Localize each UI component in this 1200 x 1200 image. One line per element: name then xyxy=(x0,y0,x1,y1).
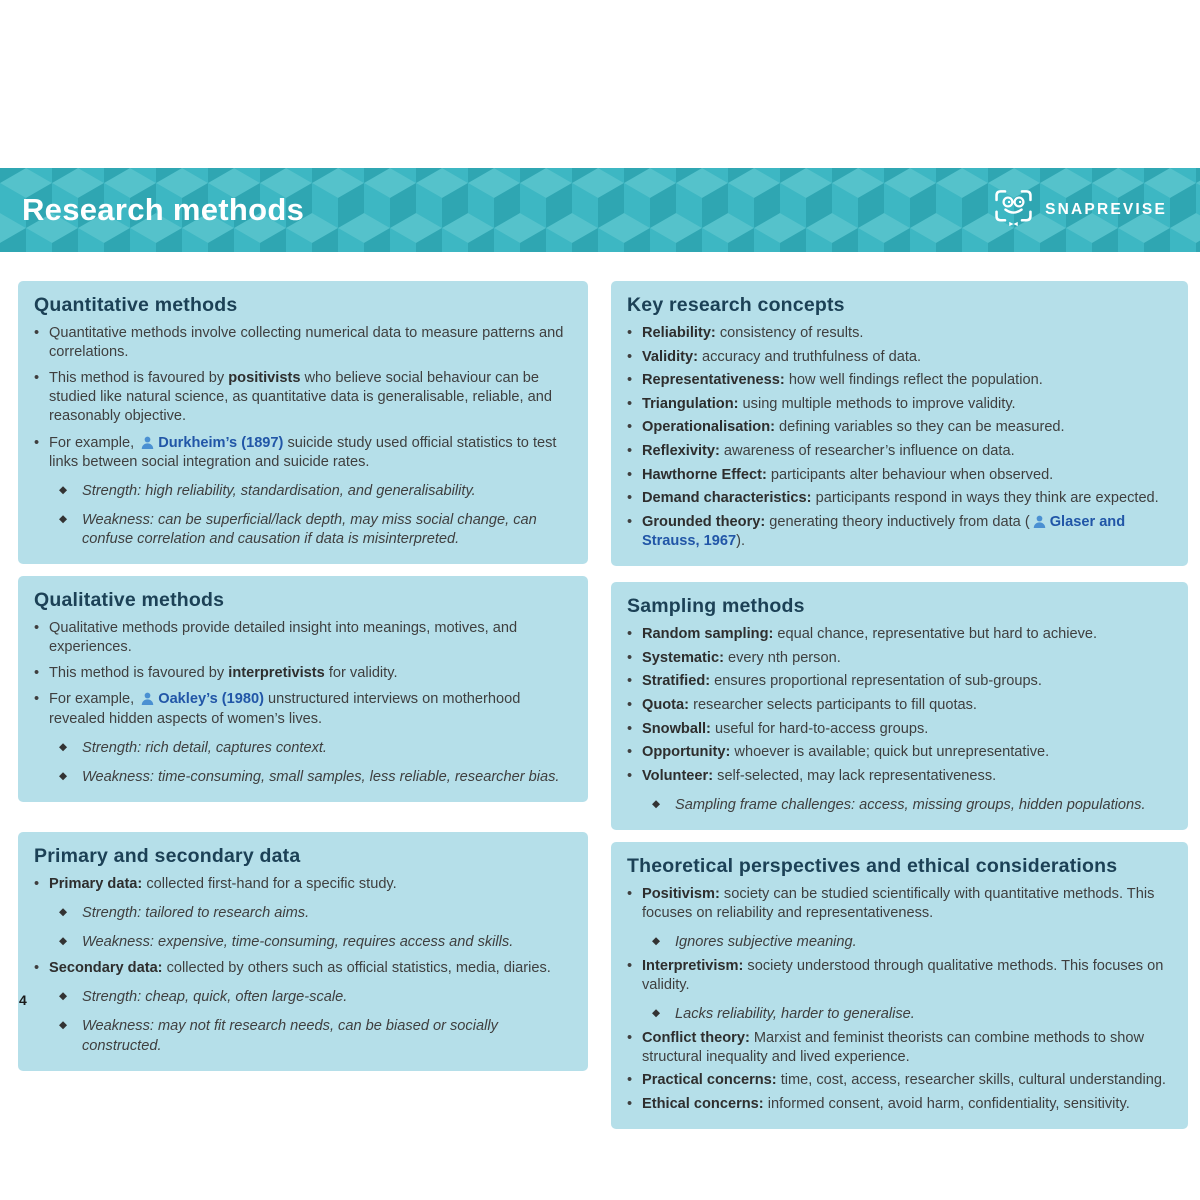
bullet-marker: • xyxy=(627,720,633,737)
bullet-marker: • xyxy=(34,370,40,387)
bullet-item xyxy=(34,324,572,362)
text-segment: self-selected, may lack representativeness. xyxy=(713,767,997,784)
text-segment: participants respond in ways they think are expected. xyxy=(811,490,1159,507)
bullet-marker: • xyxy=(627,490,633,507)
card-primary-and-secondary-data xyxy=(18,832,588,1071)
bullet-marker: • xyxy=(627,696,633,713)
text-segment: informed consent, avoid harm, confidentiality, sensitivity. xyxy=(763,1095,1130,1112)
text-segment: Weakness: time-consuming, small samples, less reliable, researcher bias. xyxy=(82,768,560,785)
text-segment: Validity: xyxy=(642,348,698,365)
item-text xyxy=(49,664,398,683)
item-text xyxy=(49,875,397,894)
snaprevise-face-icon xyxy=(993,188,1034,232)
bullet-item xyxy=(627,442,1172,461)
bullet-marker: • xyxy=(627,443,633,460)
bullet-item xyxy=(627,885,1172,923)
text-segment: Lacks reliability, harder to generalise. xyxy=(675,1006,915,1023)
bullet-marker: • xyxy=(627,395,633,412)
diamond-marker: ◆ xyxy=(59,483,68,496)
bullet-item xyxy=(627,625,1172,644)
text-segment: how well findings reflect the population. xyxy=(784,372,1043,389)
bullet-item xyxy=(627,1095,1172,1114)
bullet-marker: • xyxy=(34,434,40,451)
text-segment: Marxist and feminist theorists can combine methods to show structural inequality and lived experience. xyxy=(642,1029,1145,1065)
item-text xyxy=(642,696,977,715)
text-segment: Quota: xyxy=(642,696,690,713)
bullet-item xyxy=(627,466,1172,485)
item-text xyxy=(642,649,841,668)
diamond-marker: ◆ xyxy=(59,935,68,948)
bullet-marker: • xyxy=(627,1029,633,1046)
item-text xyxy=(642,957,1172,995)
item-text xyxy=(642,371,1043,390)
sub-point xyxy=(652,1005,1172,1024)
text-segment: This method is favoured by xyxy=(49,665,229,682)
text-segment: Hawthorne Effect: xyxy=(642,466,767,483)
brand-logo xyxy=(993,188,1167,232)
bullet-marker: • xyxy=(627,767,633,784)
item-text xyxy=(642,1071,1166,1090)
text-segment: defining variables so they can be measured. xyxy=(774,419,1065,436)
item-text xyxy=(82,904,309,923)
bullet-marker: • xyxy=(627,1072,633,1089)
item-text xyxy=(82,511,572,549)
card-items xyxy=(34,619,572,787)
reference-link[interactable]: Glaser and Strauss, 1967 xyxy=(642,513,1126,549)
item-text xyxy=(642,466,1053,485)
text-segment: Grounded theory: xyxy=(642,513,766,530)
sub-point xyxy=(652,796,1172,815)
item-text xyxy=(82,482,476,501)
text-segment: Positivism: xyxy=(642,885,720,902)
text-segment: This method is favoured by xyxy=(49,370,229,387)
item-text xyxy=(642,720,928,739)
item-text xyxy=(675,1005,915,1024)
text-segment: Reflexivity: xyxy=(642,443,720,460)
item-text xyxy=(49,690,572,728)
text-segment: Random sampling: xyxy=(642,626,774,643)
card-quantitative-methods xyxy=(18,281,588,564)
bullet-marker: • xyxy=(627,372,633,389)
text-segment: Practical concerns: xyxy=(642,1072,777,1089)
bullet-item xyxy=(627,720,1172,739)
diamond-marker: ◆ xyxy=(59,990,68,1003)
text-segment: Strength: tailored to research aims. xyxy=(82,904,310,921)
bullet-item xyxy=(627,767,1172,786)
bullet-item xyxy=(627,348,1172,367)
card-theoretical-perspectives xyxy=(611,842,1188,1129)
bullet-marker: • xyxy=(627,649,633,666)
text-segment: Strength: rich detail, captures context. xyxy=(82,739,327,756)
page-number: 4 xyxy=(19,992,27,1008)
bullet-marker: • xyxy=(627,466,633,483)
text-segment: collected by others such as official statistics, media, diaries. xyxy=(162,960,551,977)
reference-link[interactable]: Oakley’s (1980) xyxy=(158,691,264,708)
item-text xyxy=(642,324,863,343)
card-items xyxy=(34,324,572,549)
text-segment: ). xyxy=(736,532,746,549)
left-column xyxy=(18,281,588,1129)
item-text xyxy=(642,1095,1130,1114)
text-segment: consistency of results. xyxy=(715,325,864,341)
text-segment: Triangulation: xyxy=(642,395,739,412)
item-text xyxy=(642,625,1097,644)
bullet-marker: • xyxy=(627,673,633,690)
bullet-item xyxy=(627,395,1172,414)
text-segment: unstructured interviews on motherhood revealed hidden aspects of women’s lives. xyxy=(49,691,521,727)
text-segment: Snowball: xyxy=(642,720,711,737)
text-segment: Reliability: xyxy=(642,325,716,341)
bullet-item xyxy=(627,957,1172,995)
text-segment: every nth person. xyxy=(723,649,841,666)
header-banner xyxy=(0,168,1200,252)
bullet-item xyxy=(627,743,1172,762)
text-segment: Weakness: can be superficial/lack depth, may miss social change, can confuse correlation and causation if data is misinterpreted. xyxy=(82,511,537,547)
sub-point xyxy=(59,482,572,501)
sub-point xyxy=(59,739,572,758)
bullet-marker: • xyxy=(627,626,633,643)
item-text xyxy=(49,369,572,426)
text-segment: Systematic: xyxy=(642,649,724,666)
text-segment: Secondary data: xyxy=(49,960,163,977)
text-segment: interpretivists xyxy=(228,665,325,682)
card-key-research-concepts xyxy=(611,281,1188,566)
person-icon xyxy=(138,435,158,451)
text-segment: accuracy and truthfulness of data. xyxy=(697,348,922,365)
bullet-item xyxy=(627,1029,1172,1067)
bullet-item xyxy=(627,489,1172,508)
card-title: Theoretical perspectives and ethical considerations xyxy=(627,854,1118,877)
sub-point xyxy=(59,904,572,923)
diamond-marker: ◆ xyxy=(59,769,68,782)
text-segment: equal chance, representative but hard to achieve. xyxy=(773,626,1098,643)
bullet-item xyxy=(627,371,1172,390)
bullet-item xyxy=(34,369,572,426)
card-title: Quantitative methods xyxy=(34,294,238,316)
card-title: Primary and secondary data xyxy=(34,844,301,867)
bullet-marker: • xyxy=(627,348,633,365)
diamond-marker: ◆ xyxy=(652,1007,661,1020)
item-text xyxy=(642,767,996,786)
text-segment: time, cost, access, researcher skills, cultural understanding. xyxy=(776,1072,1166,1089)
sub-point xyxy=(59,768,572,787)
text-segment: positivists xyxy=(228,370,301,387)
diamond-marker: ◆ xyxy=(652,935,661,948)
text-segment: Primary data: xyxy=(49,875,143,892)
bullet-marker: • xyxy=(34,620,40,637)
card-title: Sampling methods xyxy=(627,595,805,618)
bullet-item xyxy=(627,696,1172,715)
item-text xyxy=(82,739,327,758)
bullet-item xyxy=(34,434,572,472)
bullet-marker: • xyxy=(627,1095,633,1112)
sub-point xyxy=(652,933,1172,952)
text-segment: Ignores subjective meaning. xyxy=(675,934,857,951)
text-segment: for validity. xyxy=(324,665,398,682)
bullet-item xyxy=(34,959,572,978)
bullet-marker: • xyxy=(34,665,40,682)
item-text xyxy=(642,513,1172,551)
text-segment: awareness of researcher’s influence on data. xyxy=(719,443,1015,460)
bullet-marker: • xyxy=(627,885,633,902)
text-segment: participants alter behaviour when observed. xyxy=(766,466,1054,483)
bullet-item xyxy=(627,324,1172,343)
text-segment: Demand characteristics: xyxy=(642,490,812,507)
item-text xyxy=(82,768,559,787)
text-segment: generating theory inductively from data ( xyxy=(765,513,1030,530)
card-items xyxy=(627,625,1172,815)
bullet-item xyxy=(627,513,1172,551)
diamond-marker: ◆ xyxy=(59,905,68,918)
card-items xyxy=(627,324,1172,551)
text-segment: Weakness: may not fit research needs, can be biased or socially constructed. xyxy=(82,1018,498,1054)
item-text xyxy=(642,1029,1172,1067)
bullet-item xyxy=(627,672,1172,691)
bullet-marker: • xyxy=(34,325,40,341)
page-title: Research methods xyxy=(22,192,305,227)
bullet-marker: • xyxy=(627,325,633,341)
bullet-item xyxy=(34,690,572,728)
text-segment: society understood through qualitative methods. This focuses on validity. xyxy=(642,957,1164,993)
text-segment: Volunteer: xyxy=(642,767,714,784)
item-text xyxy=(49,619,572,657)
text-segment: Strength: cheap, quick, often large-scale. xyxy=(82,989,348,1006)
item-text xyxy=(675,796,1146,815)
brand-name: SNAPREVISE xyxy=(1045,201,1167,218)
card-items xyxy=(627,885,1172,1114)
bullet-marker: • xyxy=(627,744,633,761)
diamond-marker: ◆ xyxy=(59,512,68,525)
item-text xyxy=(642,672,1042,691)
bullet-item xyxy=(627,1071,1172,1090)
sub-point xyxy=(59,988,572,1007)
text-segment: using multiple methods to improve validity. xyxy=(738,395,1016,412)
content-columns xyxy=(18,281,1188,1129)
sub-point xyxy=(59,511,572,549)
diamond-marker: ◆ xyxy=(59,1019,68,1032)
item-text xyxy=(642,743,1049,762)
item-text xyxy=(82,933,513,952)
right-column xyxy=(611,281,1188,1129)
text-segment: For example, xyxy=(49,434,139,451)
text-segment: Strength: high reliability, standardisation, and generalisability. xyxy=(82,482,476,499)
text-segment: For example, xyxy=(49,691,139,708)
bullet-item xyxy=(627,418,1172,437)
bullet-marker: • xyxy=(627,419,633,436)
text-segment: ensures proportional representation of sub-groups. xyxy=(710,673,1042,690)
item-text xyxy=(642,442,1015,461)
text-segment: Opportunity: xyxy=(642,744,731,761)
item-text xyxy=(642,489,1159,508)
item-text xyxy=(642,395,1016,414)
text-segment: Sampling frame challenges: access, missing groups, hidden populations. xyxy=(675,796,1146,813)
item-text xyxy=(642,885,1172,923)
card-sampling-methods xyxy=(611,582,1188,830)
item-text xyxy=(642,418,1065,437)
text-segment: Ethical concerns: xyxy=(642,1095,764,1112)
text-segment: Qualitative methods provide detailed insight into meanings, motives, and experiences. xyxy=(49,620,518,656)
bullet-item xyxy=(34,664,572,683)
sub-point xyxy=(59,933,572,952)
bullet-marker: • xyxy=(627,513,633,530)
bullet-item xyxy=(34,619,572,657)
diamond-marker: ◆ xyxy=(59,740,68,753)
text-segment: Weakness: expensive, time-consuming, requires access and skills. xyxy=(82,934,514,951)
item-text xyxy=(675,933,857,952)
person-icon xyxy=(138,691,158,707)
bullet-marker: • xyxy=(34,875,40,892)
bullet-item xyxy=(34,875,572,894)
text-segment: who believe social behaviour can be studied like natural science, as quantitative data is generalisable, reliable, and reasonably objective. xyxy=(49,370,552,425)
diamond-marker: ◆ xyxy=(652,797,661,810)
text-segment: researcher selects participants to fill quotas. xyxy=(689,696,977,713)
bullet-marker: • xyxy=(627,957,633,974)
card-items xyxy=(34,875,572,1056)
card-title: Key research concepts xyxy=(627,294,845,316)
item-text xyxy=(49,434,572,472)
item-text xyxy=(642,348,921,367)
text-segment: Representativeness: xyxy=(642,372,785,389)
text-segment: suicide study used official statistics to test links between social integration and suicide rates. xyxy=(49,434,557,470)
text-segment: Conflict theory: xyxy=(642,1029,750,1046)
bullet-item xyxy=(627,649,1172,668)
card-title: Qualitative methods xyxy=(34,589,225,612)
item-text xyxy=(82,988,347,1007)
text-segment: useful for hard-to-access groups. xyxy=(710,720,929,737)
text-segment: whoever is available; quick but unrepresentative. xyxy=(730,744,1050,761)
item-text xyxy=(49,324,572,362)
text-segment: Stratified: xyxy=(642,673,711,690)
item-text xyxy=(49,959,551,978)
text-segment: society can be studied scientifically with quantitative methods. This focuses on reliability and representativeness. xyxy=(642,885,1155,922)
card-qualitative-methods xyxy=(18,576,588,802)
sub-point xyxy=(59,1017,572,1055)
person-icon xyxy=(1030,514,1050,530)
text-segment: Interpretivism: xyxy=(642,957,744,974)
text-segment: collected first-hand for a specific study. xyxy=(142,875,397,892)
bullet-marker: • xyxy=(34,691,40,708)
bullet-marker: • xyxy=(34,960,40,977)
text-segment: Quantitative methods involve collecting numerical data to measure patterns and correlations. xyxy=(49,325,564,361)
reference-link[interactable]: Durkheim’s (1897) xyxy=(158,434,284,451)
text-segment: Operationalisation: xyxy=(642,419,775,436)
item-text xyxy=(82,1017,572,1055)
